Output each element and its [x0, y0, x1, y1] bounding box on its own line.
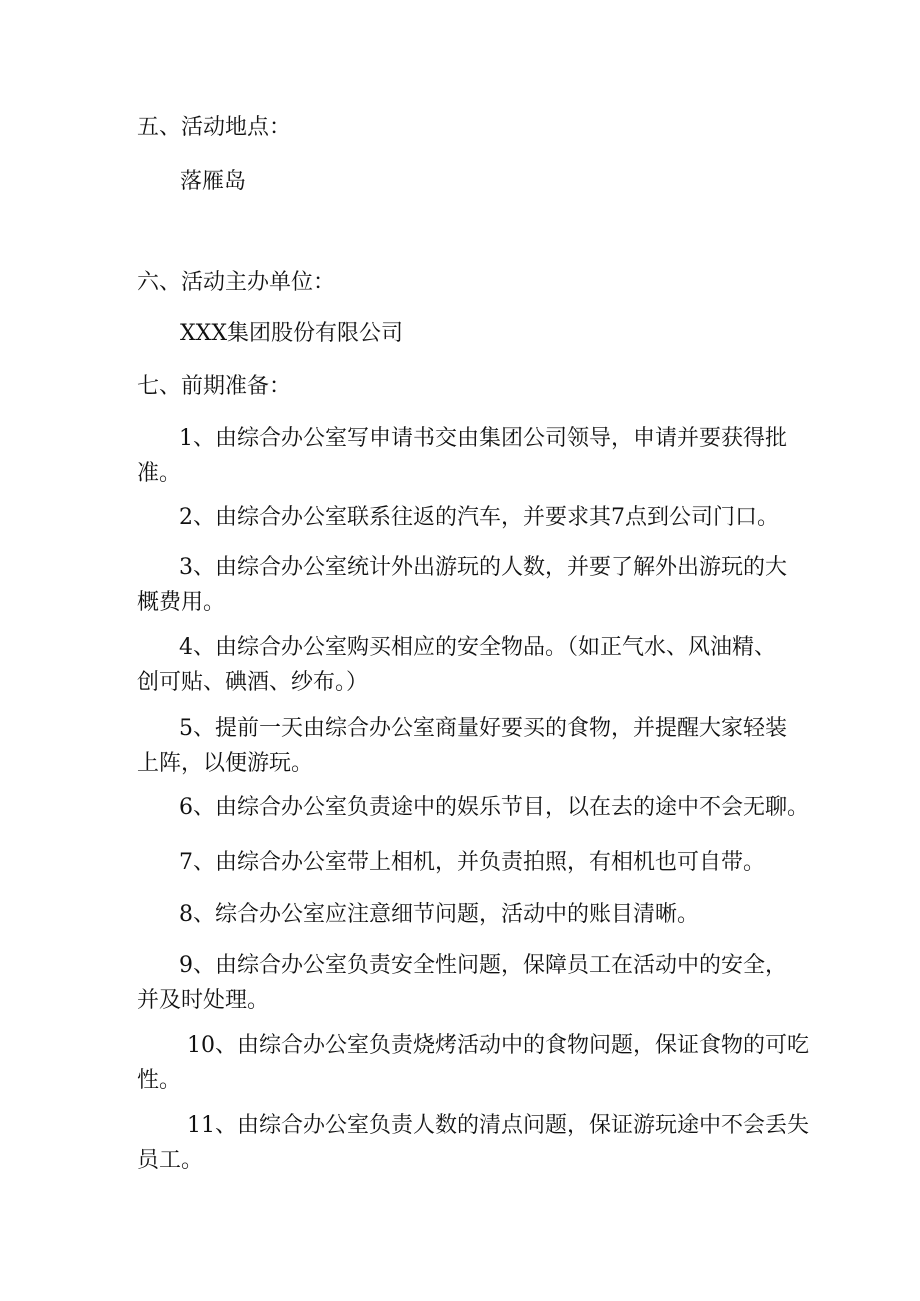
list-item	[137, 630, 797, 700]
list-item-text: 6、由综合办公室负责途中的娱乐节目，以在去的途中不会无聊。	[179, 795, 809, 820]
list-item-text: 4、由综合办公室购买相应的安全物品。（如正气水、风油精、	[179, 635, 776, 660]
list-item-continuation: 性。	[137, 1068, 182, 1093]
list-item	[137, 421, 797, 491]
list-item-continuation: 并及时处理。	[137, 988, 270, 1013]
list-item-text: 9、由综合办公室负责安全性问题，保障员工在活动中的安全，	[179, 953, 787, 978]
list-item	[137, 500, 797, 535]
list-item-continuation: 上阵，以便游玩。	[137, 751, 314, 776]
list-item	[137, 790, 809, 825]
list-item-continuation: 概费用。	[137, 590, 226, 615]
list-item-text: 1、由综合办公室写申请书交由集团公司领导，申请并要获得批	[179, 426, 787, 451]
list-item-text: 8、综合办公室应注意细节问题，活动中的账目清晰。	[179, 902, 699, 927]
list-item-text: 2、由综合办公室联系往返的汽车，并要求其7点到公司门口。	[179, 505, 779, 530]
list-item-text: 5、提前一天由综合办公室商量好要买的食物，并提醒大家轻装	[179, 716, 787, 741]
list-item	[137, 711, 797, 781]
list-item-continuation: 准。	[137, 461, 182, 486]
list-item-text: 10、由综合办公室负责烧烤活动中的食物问题，保证食物的可吃	[187, 1033, 809, 1058]
list-item	[137, 550, 797, 620]
section-heading-organizer: 六、活动主办单位：	[137, 270, 336, 295]
list-item	[137, 897, 797, 932]
list-item-continuation: 员工。	[137, 1148, 204, 1173]
list-item	[137, 845, 797, 880]
organizer-value: XXX集团股份有限公司	[180, 321, 403, 346]
list-item-text: 7、由综合办公室带上相机，并负责拍照，有相机也可自带。	[179, 850, 765, 875]
section-heading-location: 五、活动地点：	[137, 115, 292, 140]
list-item	[137, 1108, 809, 1178]
section-heading-preparation: 七、前期准备：	[137, 374, 292, 399]
list-item	[137, 1028, 809, 1098]
list-item-continuation: 创可贴、碘酒、纱布。）	[137, 670, 369, 695]
list-item-text: 11、由综合办公室负责人数的清点问题，保证游玩途中不会丢失	[187, 1113, 809, 1138]
list-item	[137, 948, 797, 1018]
list-item-text: 3、由综合办公室统计外出游玩的人数，并要了解外出游玩的大	[179, 555, 787, 580]
location-value: 落雁岛	[180, 169, 247, 194]
